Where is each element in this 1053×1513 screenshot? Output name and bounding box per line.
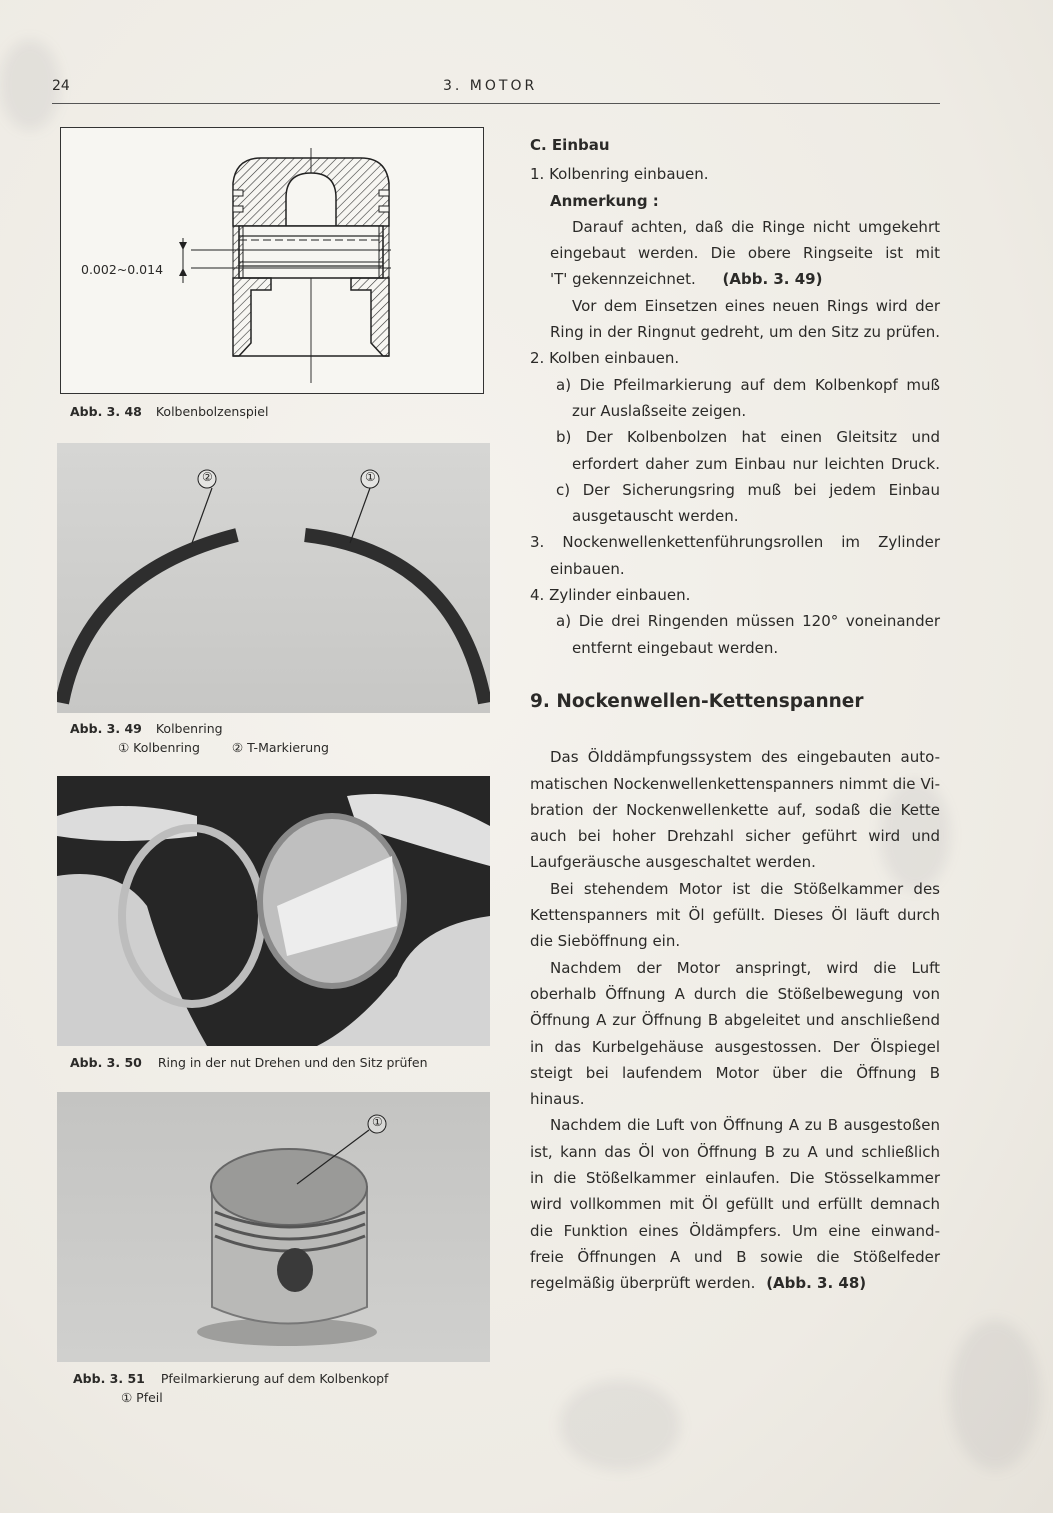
caption-3-48	[70, 402, 268, 421]
text-line: in die Stößelkammer einlaufen. Die Stösselkammer	[530, 1168, 940, 1187]
text-line: wird vollkommen mit Öl gefüllt und erfüllt demnach	[530, 1195, 940, 1214]
text-line: hinaus.	[530, 1090, 585, 1109]
substep-c: c) Der Sicherungsring muß bei jedem Einbau	[556, 480, 940, 499]
paragraph-4	[530, 1112, 940, 1296]
step-4: 4. Zylinder einbauen.	[530, 586, 691, 605]
fingerprint	[560, 1380, 680, 1470]
header-rule	[52, 103, 940, 104]
note-line	[530, 266, 940, 292]
figure-3-51-photo	[57, 1092, 490, 1362]
chapter-title: 3. MOTOR	[443, 78, 538, 94]
note-line: Vor dem Einsetzen eines neuen Rings wird der	[572, 296, 940, 315]
callout-2: ②	[202, 470, 213, 484]
note-label: Anmerkung :	[550, 191, 659, 210]
fingerprint	[950, 1320, 1040, 1470]
text-line: oberhalb Öffnung A durch die Stößelbewegung von	[530, 984, 940, 1003]
caption-text: Kolbenring	[155, 721, 223, 736]
substep-a: a) Die drei Ringenden müssen 120° voneinander	[556, 612, 940, 631]
note-line: Ring in der Ringnut gedreht, um den Sitz zu prüfen.	[550, 323, 940, 342]
text-line: in das Kurbelgehäuse ausgestossen. Der Ölspiegel	[530, 1037, 940, 1056]
caption-number: Abb. 3. 51	[73, 1371, 145, 1386]
substep-b: b) Der Kolbenbolzen hat einen Gleitsitz und	[556, 428, 940, 447]
text-line: freie Öffnungen A und B sowie die Stößelfeder	[530, 1247, 940, 1266]
step-3: 3. Nockenwellenkettenführungsrollen im Zylinder	[530, 533, 940, 552]
substep-a-cont: zur Auslaßseite zeigen.	[572, 401, 747, 420]
paragraph-3	[530, 955, 940, 1113]
note-line: Darauf achten, daß die Ringe nicht umgekehrt	[572, 217, 940, 236]
text-line: Öffnung A zur Öffnung B abgeleitet und anschließend	[530, 1011, 940, 1030]
caption-number: Abb. 3. 50	[70, 1055, 142, 1070]
text-line: bration der Nockenwellenkette auf, sodaß die Kette	[530, 800, 940, 819]
figure-reference: (Abb. 3. 49)	[722, 270, 823, 289]
paragraph-1	[530, 744, 940, 875]
figure-reference: (Abb. 3. 48)	[766, 1274, 867, 1293]
note-text: 'T' gekennzeichnet.	[550, 270, 696, 289]
caption-text: Pfeilmarkierung auf dem Kolbenkopf	[160, 1371, 389, 1386]
text-line	[530, 1270, 940, 1296]
text-line: Laufgeräusche ausgeschaltet werden.	[530, 853, 816, 872]
stain	[0, 40, 60, 130]
caption-3-49	[70, 719, 329, 757]
figure-3-49-photo	[57, 443, 490, 713]
text-line: Nachdem der Motor anspringt, wird die Luft	[550, 958, 940, 977]
substep-c-cont: ausgetauscht werden.	[572, 507, 739, 526]
text-line: die Funktion eines Öldämpfers. Um eine einwand-	[530, 1221, 940, 1240]
note-line: eingebaut werden. Die obere Ringseite ist mit	[550, 244, 940, 263]
section-c-heading: C. Einbau	[530, 136, 610, 154]
text-line: steigt bei laufendem Motor über die Öffnung B	[530, 1063, 940, 1082]
legend-item: ① Kolbenring	[118, 740, 200, 755]
figure-3-50-photo	[57, 776, 490, 1046]
callout-1: ①	[372, 1115, 383, 1129]
legend-item: ① Pfeil	[121, 1390, 163, 1405]
right-column	[530, 132, 940, 1296]
text-line: ist, kann das Öl von Öffnung B zu A und schließlich	[530, 1142, 940, 1161]
page-number: 24	[52, 78, 70, 94]
caption-number: Abb. 3. 48	[70, 404, 142, 419]
caption-3-51	[73, 1369, 388, 1407]
section-9-heading: 9. Nockenwellen-Kettenspanner	[530, 690, 864, 712]
text-line: matischen Nockenwellenkettenspanners nimmt die Vi-	[530, 774, 940, 793]
step-2: 2. Kolben einbauen.	[530, 349, 680, 368]
text-line: auch bei hoher Drehzahl sicher geführt wird und	[530, 827, 940, 846]
caption-number: Abb. 3. 49	[70, 721, 142, 736]
piston-ring-image	[57, 443, 490, 713]
legend-item: ② T-Markierung	[231, 740, 329, 755]
caption-text: Kolbenbolzenspiel	[155, 404, 269, 419]
step-1: 1. Kolbenring einbauen.	[530, 165, 709, 184]
piston-image	[57, 1092, 490, 1362]
substep-a-cont: entfernt eingebaut werden.	[572, 638, 779, 657]
text-line: die Sieböffnung ein.	[530, 932, 681, 951]
text-line: Das Ölddämpfungssystem des eingebauten auto-	[550, 748, 940, 767]
text-span: regelmäßig überprüft werden.	[530, 1274, 756, 1293]
caption-3-50	[70, 1053, 428, 1072]
substep-b-cont: erfordert daher zum Einbau nur leichten Druck.	[572, 454, 940, 473]
caption-text: Ring in der nut Drehen und den Sitz prüfen	[157, 1055, 428, 1070]
dimension-label: 0.002~0.014	[81, 262, 164, 277]
callout-1: ①	[365, 470, 376, 484]
piston-section-diagram	[61, 128, 483, 393]
paragraph-2	[530, 876, 940, 955]
text-line: Kettenspanners mit Öl gefüllt. Dieses Öl läuft durch	[530, 906, 940, 925]
substep-a: a) Die Pfeilmarkierung auf dem Kolbenkopf muß	[556, 375, 940, 394]
step-3-cont: einbauen.	[550, 559, 625, 578]
text-line: Nachdem die Luft von Öffnung A zu B ausgestoßen	[550, 1116, 940, 1135]
ring-check-image	[57, 776, 490, 1046]
text-line: Bei stehendem Motor ist die Stößelkammer des	[550, 879, 940, 898]
figure-3-48-drawing	[60, 127, 484, 394]
